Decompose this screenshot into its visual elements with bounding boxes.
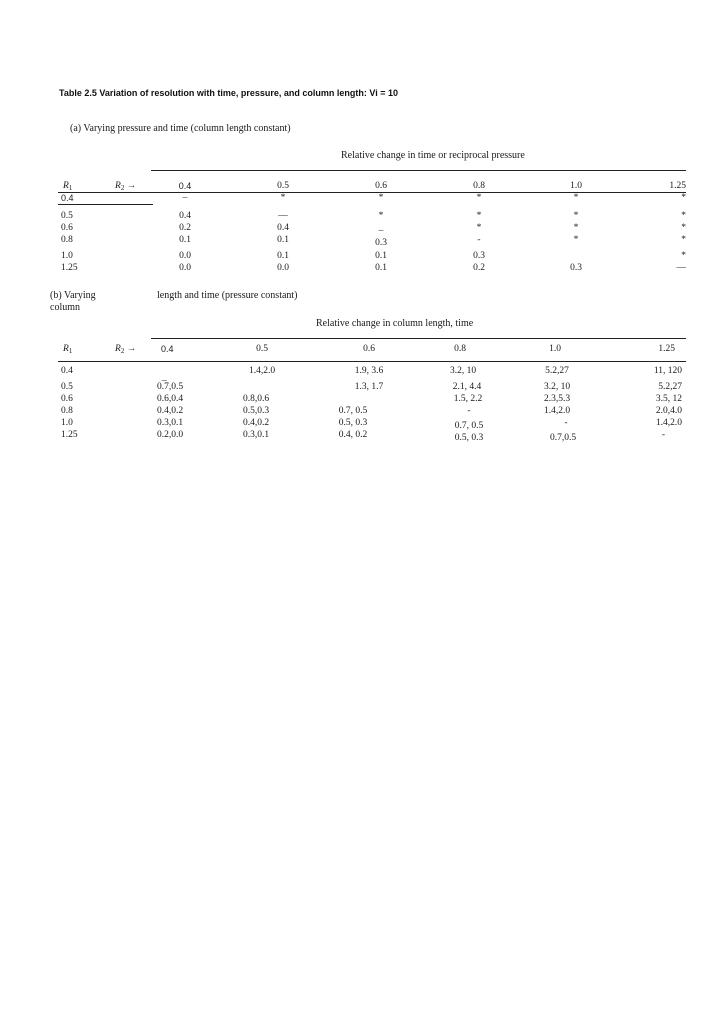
table-cell: 0.0	[179, 251, 191, 261]
table-cell: _	[378, 223, 384, 233]
table-cell: 0.2	[179, 223, 191, 233]
table-cell: 1.5, 2.2	[453, 394, 483, 404]
table-cell: 1.4,2.0	[543, 406, 571, 416]
table-row	[0, 417, 723, 429]
part-b-header-row	[0, 343, 723, 355]
table-cell: 11, 120	[653, 366, 682, 376]
row-label: 1.0	[61, 251, 73, 261]
table-cell: 0.4,0.2	[157, 406, 184, 416]
table-cell: 0.4,0.2	[243, 418, 270, 428]
col-header: 0.4	[178, 181, 192, 191]
table-cell: *	[476, 193, 482, 203]
table-row	[0, 381, 723, 393]
table-cell: *	[681, 193, 686, 203]
table-row	[0, 234, 723, 246]
table-cell: 0.7,0.5	[549, 433, 577, 443]
table-row	[0, 262, 723, 274]
row-label: 1.25	[61, 263, 78, 273]
part-b-spanner: Relative change in column length, time	[316, 318, 474, 329]
table-row	[0, 222, 723, 234]
table-cell: —	[278, 211, 288, 221]
table-row	[0, 192, 723, 204]
row-label: 1.0	[61, 418, 73, 428]
table-cell: 0.5, 0.3	[338, 418, 368, 428]
col-header: 0.4	[161, 344, 174, 354]
table-cell: 0.5, 0.3	[454, 433, 484, 443]
table-cell: -	[467, 406, 471, 416]
table-cell: 5.2,27	[545, 366, 569, 376]
table-cell: 0.0	[277, 263, 289, 273]
col-header: 0.8	[454, 344, 466, 354]
part-b-caption: (b) Varying	[50, 290, 96, 301]
part-a-caption: (a) Varying pressure and time (column length constant)	[70, 123, 291, 134]
table-cell: –	[182, 193, 188, 203]
table-cell: 0.8,0.6	[243, 394, 270, 404]
table-cell: *	[573, 193, 579, 203]
table-cell: *	[681, 211, 686, 221]
table-cell: 0.1	[375, 251, 387, 261]
table-cell: -	[477, 235, 481, 245]
row-label: 1.25	[61, 430, 78, 440]
table-cell: 0.2	[473, 263, 485, 273]
table-cell: *	[378, 211, 384, 221]
table-cell: 3.5, 12	[655, 394, 682, 404]
table-cell: 2.3,5.3	[543, 394, 571, 404]
r2-header: $R_2$ →	[115, 344, 137, 355]
table-cell: 0.0	[179, 263, 191, 273]
part-b-spanner-rule	[151, 338, 686, 339]
row-label: 0.8	[61, 406, 73, 416]
table-cell: 0.1	[277, 251, 289, 261]
table-cell: *	[378, 193, 384, 203]
col-header: 0.5	[256, 344, 268, 354]
col-header: 1.25	[669, 181, 686, 191]
row-label: 0.5	[61, 382, 73, 392]
table-cell: 0.3	[473, 251, 485, 261]
table-cell: 1.3, 1.7	[354, 382, 384, 392]
table-cell: 3.2, 10	[543, 382, 571, 392]
row-label: 0.8	[61, 235, 73, 245]
table-cell: *	[573, 223, 579, 233]
col-header: 1.0	[570, 181, 582, 191]
table-cell: 1.4,2.0	[248, 366, 276, 376]
table-row	[0, 250, 723, 262]
part-a-spanner: Relative change in time or reciprocal pressure	[341, 150, 525, 161]
part-b-caption-detail: length and time (pressure constant)	[157, 290, 298, 301]
table-cell: *	[681, 235, 686, 245]
r1-header: $R_1$	[63, 344, 73, 355]
row-label: 0.6	[61, 394, 73, 404]
col-header: 0.5	[277, 181, 289, 191]
table-cell: *	[476, 211, 482, 221]
col-header: 1.25	[658, 344, 675, 354]
table-cell: 3.2, 10	[449, 366, 477, 376]
table-cell: 0.1	[375, 263, 387, 273]
table-cell: 0.4, 0.2	[338, 430, 368, 440]
table-row	[0, 429, 723, 441]
r1-header: $R_1$	[63, 181, 73, 192]
table-cell: 0.3,0.1	[157, 418, 184, 428]
table-cell: 0.6,0.4	[157, 394, 184, 404]
table-cell: 5.2,27	[658, 382, 682, 392]
table-cell: 0.1	[277, 235, 289, 245]
table-title: Table 2.5 Variation of resolution with time, pressure, and column length: Vi = 10	[59, 88, 398, 98]
table-cell: 0.7,0.5	[157, 382, 184, 392]
table-cell: 0.4	[277, 223, 289, 233]
part-a-spanner-rule	[151, 170, 686, 171]
r2-header: $R_2$ →	[115, 181, 137, 192]
table-cell: -	[661, 430, 665, 440]
table-cell: -	[564, 418, 568, 428]
table-cell: 0.1	[179, 235, 191, 245]
table-cell: 0.2,0.0	[157, 430, 184, 440]
table-cell: 0.3,0.1	[243, 430, 270, 440]
table-cell: *	[573, 235, 579, 245]
part-b-header-rule	[58, 361, 686, 362]
table-cell: 2.1, 4.4	[452, 382, 482, 392]
table-cell: *	[476, 223, 482, 233]
row-label: 0.4	[61, 366, 73, 376]
row-label: 0.4	[61, 193, 74, 203]
col-header: 0.6	[375, 181, 387, 191]
col-header: 0.8	[473, 181, 485, 191]
table-cell: 0.5,0.3	[243, 406, 270, 416]
table-cell: 2.0,4.0	[655, 406, 682, 416]
part-b-caption-line2: column	[50, 302, 80, 313]
row-label: 0.6	[61, 223, 73, 233]
table-row	[0, 405, 723, 417]
table-cell: *	[573, 211, 579, 221]
row-label: 0.5	[61, 211, 73, 221]
table-cell: —	[676, 263, 686, 273]
table-row	[0, 210, 723, 222]
part-a-stub-rule	[58, 204, 153, 205]
table-cell: _	[162, 373, 167, 383]
table-cell: 0.7, 0.5	[338, 406, 368, 416]
table-row	[0, 393, 723, 405]
table-cell: 0.7, 0.5	[454, 421, 484, 431]
table-cell: 1.9, 3.6	[354, 366, 384, 376]
table-cell: 1.4,2.0	[655, 418, 682, 428]
col-header: 0.6	[363, 344, 375, 354]
table-cell: 0.3	[570, 263, 582, 273]
table-cell: *	[681, 251, 686, 261]
table-cell: *	[280, 193, 286, 203]
table-cell: 0.4	[179, 211, 191, 221]
table-cell: *	[681, 223, 686, 233]
table-row	[0, 365, 723, 383]
part-a-header-row	[0, 180, 723, 192]
table-cell: 0.3	[375, 238, 387, 248]
col-header: 1.0	[549, 344, 561, 354]
